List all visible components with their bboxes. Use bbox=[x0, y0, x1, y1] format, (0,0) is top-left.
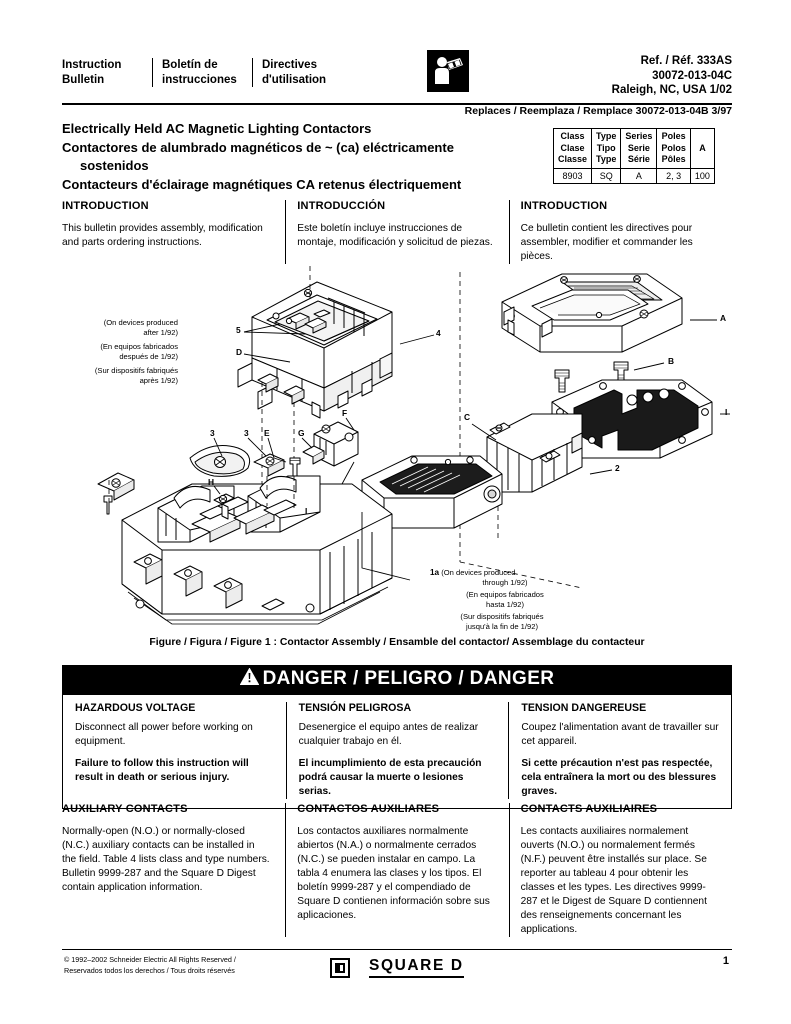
section-body: Ce bulletin contient les directives pour assembler, modifier et commander les pièces. bbox=[520, 223, 693, 262]
header-ref-line2: 30072-013-04C bbox=[652, 69, 732, 82]
callout-G: G bbox=[298, 428, 305, 438]
danger-heading: TENSION DANGEREUSE bbox=[521, 702, 647, 714]
callout-3b: 3 bbox=[244, 428, 249, 438]
page-number: 1 bbox=[722, 955, 729, 967]
auxiliary-contacts-section bbox=[62, 803, 732, 937]
callout-1a: 1a bbox=[430, 568, 440, 577]
figure-note-after-1-92: (On devices produced after 1/92) bbox=[103, 318, 178, 337]
figure-note-through-1-92: 1a (On devices produced through 1/92) (En equipos fabricados hasta 1/92) (Sur dispositifs fabriqués jusqu'à la fin de 1/92) bbox=[430, 568, 544, 631]
table-header-row bbox=[554, 129, 715, 169]
table-cell-poles: 2, 3 bbox=[657, 168, 691, 183]
warning-triangle-icon bbox=[240, 668, 259, 691]
aux-es bbox=[285, 803, 508, 937]
header-lang-en bbox=[62, 58, 152, 87]
page-title-fr: Contacteurs d'éclairage magnétiques CA retenus électriquement bbox=[62, 176, 462, 192]
header-lang-es bbox=[152, 58, 252, 87]
section-heading: INTRODUCCIÓN bbox=[297, 200, 386, 212]
danger-paragraph-bold: El incumplimiento de esta precaución podrá causar la muerte o lesiones serias. bbox=[298, 758, 482, 797]
aux-fr bbox=[509, 803, 732, 937]
callout-C: C bbox=[464, 412, 471, 422]
danger-paragraph: Disconnect all power before working on equipment. bbox=[75, 722, 253, 747]
contactor-assembly-figure bbox=[62, 262, 732, 647]
page-title bbox=[62, 120, 542, 194]
header-language-columns bbox=[62, 58, 372, 87]
callout-B: B bbox=[668, 356, 675, 366]
header-reference-block bbox=[432, 54, 732, 98]
table-cell-class: 8903 bbox=[554, 168, 592, 183]
danger-notice bbox=[62, 665, 732, 809]
figure-note-after-1-92-fr: (Sur dispositifs fabriqués après 1/92) bbox=[94, 366, 178, 385]
callout-2: 2 bbox=[615, 463, 620, 473]
section-body: This bulletin provides assembly, modification and parts ordering instructions. bbox=[62, 223, 263, 248]
danger-paragraph: Coupez l'alimentation avant de travailler sur cet appareil. bbox=[521, 722, 719, 747]
section-body: Normally-open (N.O.) or normally-closed (N.C.) auxiliary contacts can be installed in the field. Table 4 lists class and type numbers. Bulletin 9999-287 and the Square D Digest contain application information. bbox=[62, 826, 270, 893]
callout-E: E bbox=[264, 428, 270, 438]
callout-F: F bbox=[342, 408, 348, 418]
square-d-wordmark: SQUARE D bbox=[369, 957, 464, 978]
footer-divider bbox=[62, 949, 732, 950]
section-heading: CONTACTOS AUXILIARES bbox=[297, 803, 440, 815]
danger-banner-text: DANGER / PELIGRO / DANGER bbox=[262, 668, 555, 689]
danger-paragraph-bold: Failure to follow this instruction will result in death or serious injury. bbox=[75, 758, 249, 783]
section-heading: AUXILIARY CONTACTS bbox=[62, 803, 188, 815]
section-heading: CONTACTS AUXILIAIRES bbox=[520, 803, 658, 815]
table-cell-series: A bbox=[621, 168, 657, 183]
table-header-poles: Poles Polos Pôles bbox=[657, 129, 691, 169]
header-lang-es-line1: Boletín de bbox=[162, 59, 218, 71]
footer-copyright-line1: © 1992–2002 Schneider Electric All Rights Reserved / bbox=[64, 955, 236, 964]
page-title-en: Electrically Held AC Magnetic Lighting Contactors bbox=[62, 121, 372, 136]
table-header-class: Class Clase Classe bbox=[554, 129, 592, 169]
table-header-type: Type Tipo Type bbox=[592, 129, 621, 169]
class-type-table bbox=[553, 128, 715, 184]
header-ref-line3: Raleigh, NC, USA 1/02 bbox=[611, 84, 732, 96]
aux-en bbox=[62, 803, 285, 937]
danger-paragraph-bold: Si cette précaution n'est pas respectée, cela entraînera la mort ou des blessures graves. bbox=[521, 758, 717, 797]
danger-es bbox=[286, 702, 509, 799]
danger-heading: TENSIÓN PELIGROSA bbox=[298, 702, 412, 714]
introduction-section bbox=[62, 200, 732, 264]
footer-copyright-line2: Reservados todos los derechos / Tous droits réservés bbox=[64, 966, 235, 975]
table-cell-amps: 100 bbox=[690, 168, 714, 183]
section-heading: INTRODUCTION bbox=[62, 200, 149, 212]
section-body: Les contacts auxiliaires normalement ouverts (N.O.) ou normalement fermés (N.F.) peuvent être installés sur place. Se reporter au tableau 4 pour obtenir les classes et les types. Les directives 9999-287 et le Digest de Square D contiennent des renseignements concernant les applications. bbox=[520, 826, 707, 935]
header-lang-en-line2: Bulletin bbox=[62, 73, 105, 86]
table-cell-type: SQ bbox=[592, 168, 621, 183]
header-lang-es-line2: instrucciones bbox=[162, 73, 237, 86]
section-body: Los contactos auxiliares normalmente abiertos (N.A.) o normalmente cerrados (N.C.) se pueden instalar en campo. La tabla 4 enumera las clases y los tipos. El boletín 9999-287 y el compendiado de Square D contienen información sobre sus aplicaciones. bbox=[297, 826, 490, 921]
footer-copyright bbox=[64, 954, 236, 976]
section-body: Este boletín incluye instrucciones de montaje, modificación y solicitud de piezas. bbox=[297, 223, 493, 248]
introduction-en bbox=[62, 200, 285, 264]
callout-3a: 3 bbox=[210, 428, 215, 438]
danger-en bbox=[63, 702, 286, 799]
callout-4: 4 bbox=[436, 328, 441, 338]
square-d-mark bbox=[330, 958, 350, 978]
introduction-fr bbox=[509, 200, 732, 264]
header-lang-en-line1: Instruction bbox=[62, 59, 122, 71]
figure-note-after-1-92-es: (En equipos fabricados después de 1/92) bbox=[100, 342, 178, 361]
callout-I-right: I bbox=[725, 407, 728, 417]
table-header-amps: A bbox=[690, 129, 714, 169]
callout-H: H bbox=[208, 477, 215, 487]
page-title-es-line1: Contactores de alumbrado magnéticos de ~ (ca) eléctricamente bbox=[62, 139, 454, 155]
header-lang-fr-line1: Directives bbox=[262, 59, 317, 71]
danger-paragraph: Desenergice el equipo antes de realizar cualquier trabajo en él. bbox=[298, 722, 479, 747]
danger-banner bbox=[62, 665, 732, 695]
table-row bbox=[554, 168, 715, 183]
header-lang-fr-line2: d'utilisation bbox=[262, 73, 327, 86]
callout-I-center: I bbox=[305, 506, 308, 516]
page-title-es-line2: sostenidos bbox=[80, 158, 149, 173]
callout-A: A bbox=[720, 313, 727, 323]
callout-D: D bbox=[236, 347, 243, 357]
header-lang-fr bbox=[252, 58, 372, 87]
danger-heading: HAZARDOUS VOLTAGE bbox=[75, 702, 196, 714]
header-replaces-note: Replaces / Reemplaza / Remplace 30072-013-04B 3/97 bbox=[464, 105, 732, 117]
table-header-series: Series Serie Série bbox=[621, 129, 657, 169]
danger-body bbox=[62, 695, 732, 809]
introduction-es bbox=[285, 200, 508, 264]
figure-caption: Figure / Figura / Figure 1 : Contactor Assembly / Ensamble del contactor/ Assemblage du contacteur bbox=[149, 637, 645, 648]
section-heading: INTRODUCTION bbox=[520, 200, 608, 212]
square-d-logo-icon bbox=[330, 957, 464, 978]
callout-5: 5 bbox=[236, 325, 241, 335]
danger-fr bbox=[508, 702, 731, 799]
header-ref-line1: Ref. / Réf. 333AS bbox=[640, 55, 732, 67]
